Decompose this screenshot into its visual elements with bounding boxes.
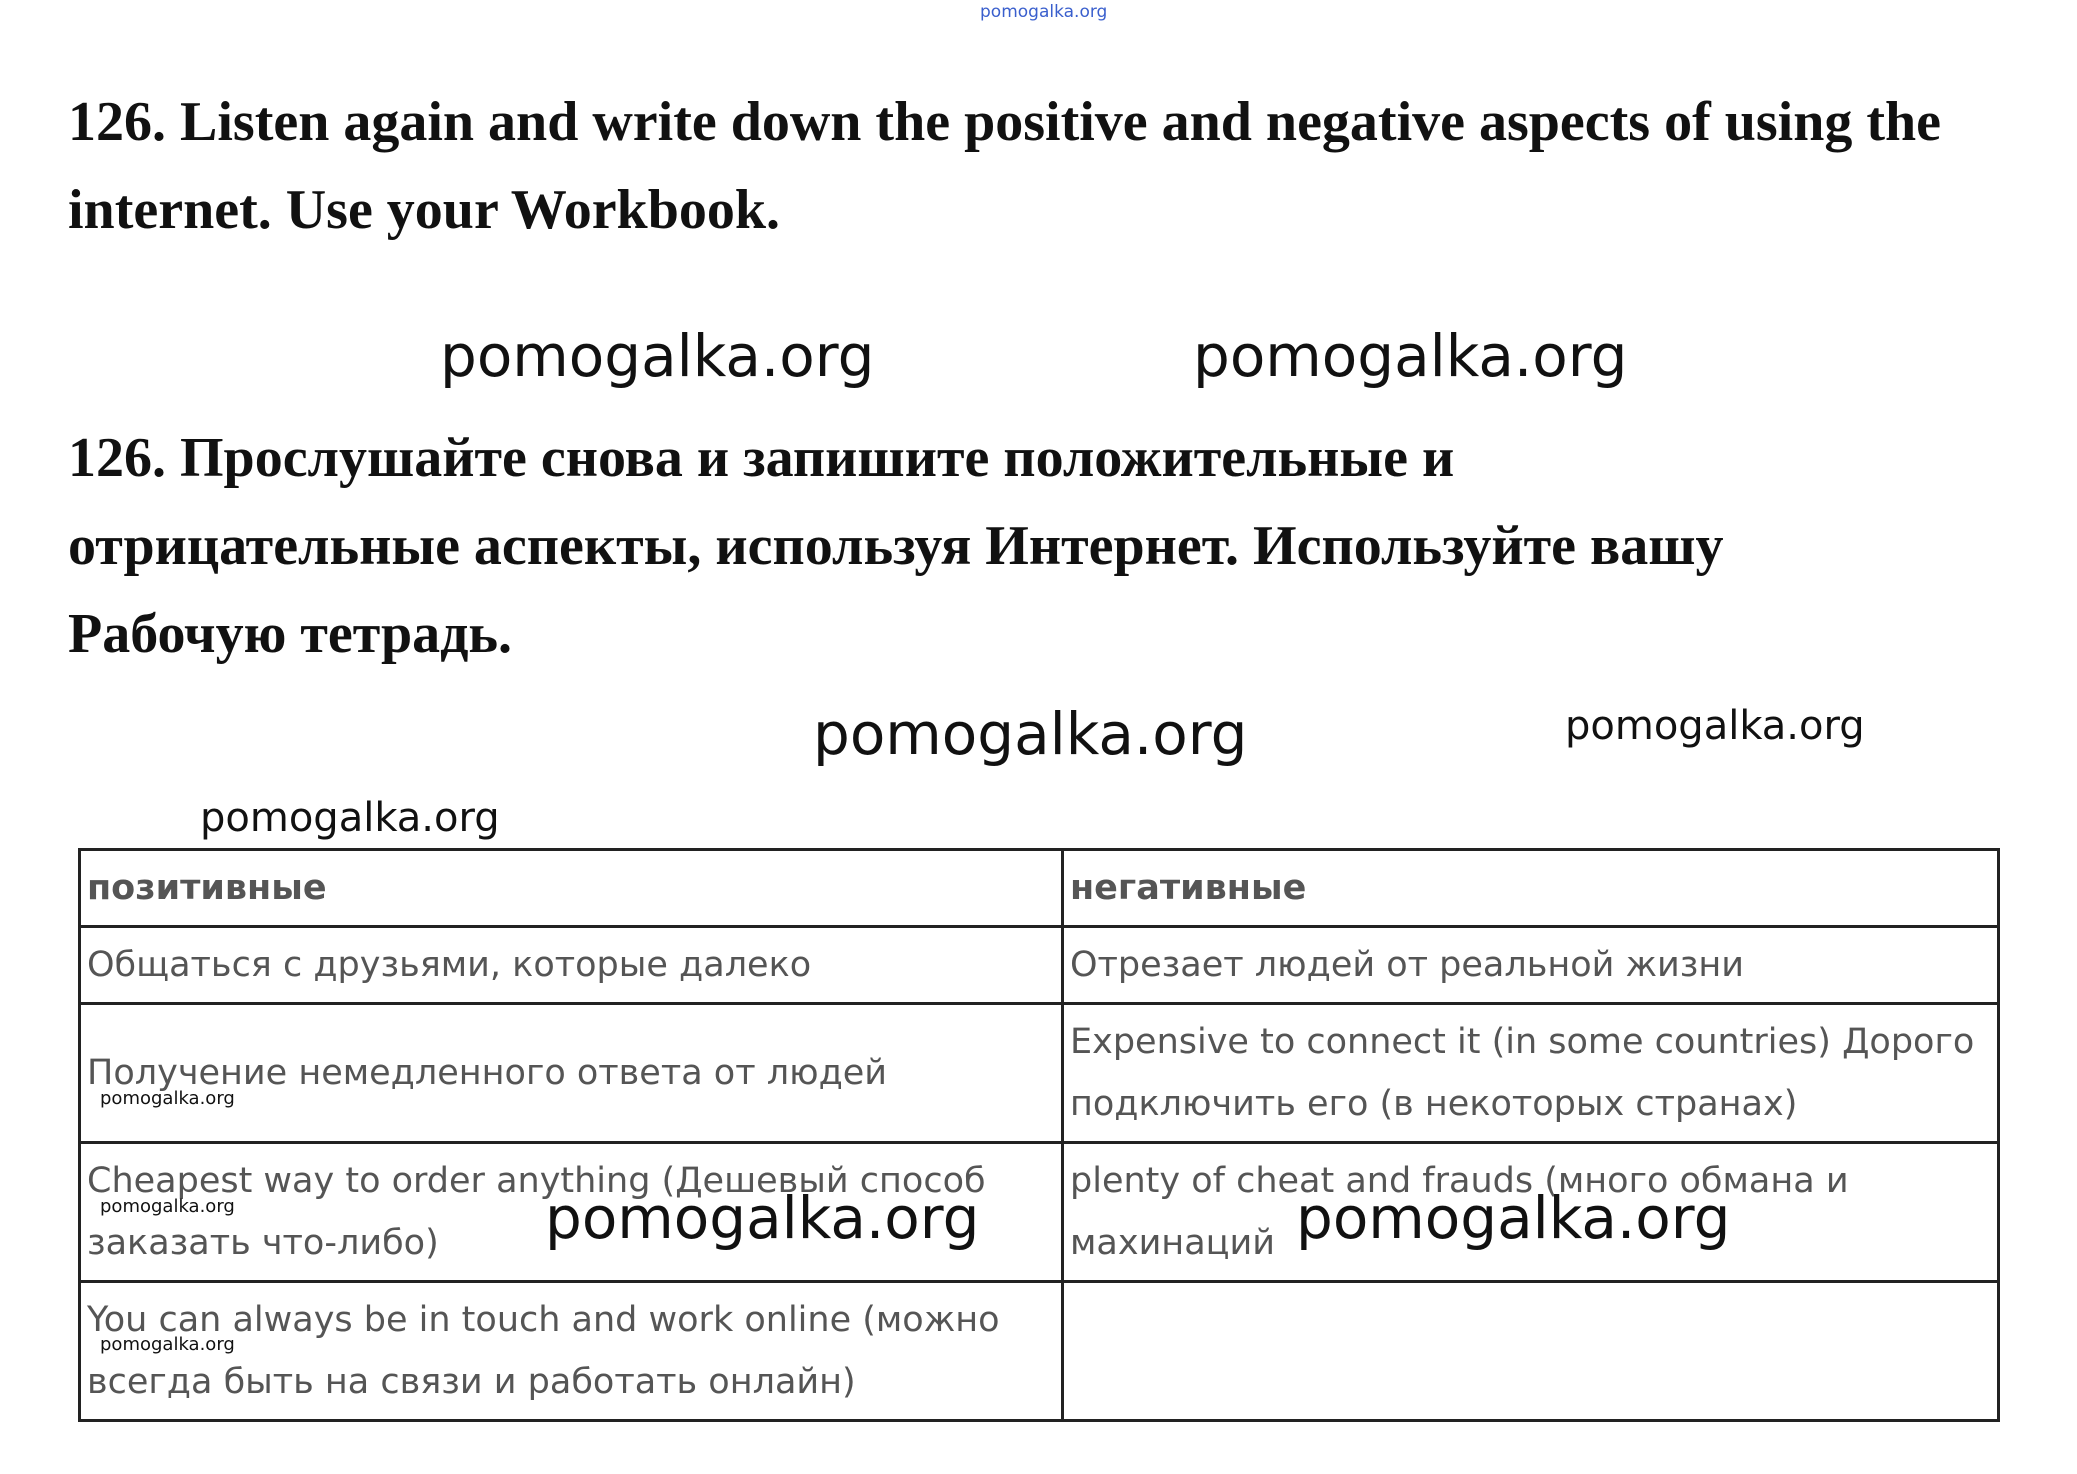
watermark: pomogalka.org bbox=[100, 1334, 235, 1355]
table-row bbox=[80, 1004, 1999, 1143]
table-cell: Отрезает людей от реальной жизни bbox=[1063, 927, 1999, 1004]
watermark: pomogalka.org bbox=[1193, 322, 1628, 390]
header-watermark: pomogalka.org bbox=[980, 2, 1108, 22]
table-row bbox=[80, 927, 1999, 1004]
watermark: pomogalka.org bbox=[545, 1184, 980, 1252]
watermark: pomogalka.org bbox=[100, 1196, 235, 1217]
table-cell: Общаться с друзьями, которые далеко bbox=[80, 927, 1063, 1004]
watermark: pomogalka.org bbox=[1296, 1184, 1731, 1252]
table-cell: You can always be in touch and work online (можно всегда быть на связи и работать онлайн) bbox=[80, 1282, 1063, 1421]
table-cell: Cheapest way to order anything (Дешевый способ заказать что-либо) bbox=[80, 1143, 1063, 1282]
table-cell: Expensive to connect it (in some countries) Дорого подключить его (в некоторых странах) bbox=[1063, 1004, 1999, 1143]
table-cell: plenty of cheat and frauds (много обмана и махинаций bbox=[1063, 1143, 1999, 1282]
table-cell bbox=[1063, 1282, 1999, 1421]
watermark: pomogalka.org bbox=[200, 795, 500, 841]
aspects-table bbox=[78, 848, 2000, 1422]
column-header-positive: позитивные bbox=[80, 850, 1063, 927]
watermark: pomogalka.org bbox=[440, 322, 875, 390]
table-header-row bbox=[80, 850, 1999, 927]
table-row bbox=[80, 1282, 1999, 1421]
table-cell: Получение немедленного ответа от людей bbox=[80, 1004, 1063, 1143]
column-header-negative: негативные bbox=[1063, 850, 1999, 927]
watermark: pomogalka.org bbox=[1565, 703, 1865, 749]
watermark: pomogalka.org bbox=[100, 1088, 235, 1109]
watermark: pomogalka.org bbox=[813, 700, 1248, 768]
task-instruction-russian: 126. Прослушайте снова и запишите положительные и отрицательные аспекты, используя Интернет. Используйте вашу Рабочую тетрадь. bbox=[68, 427, 1724, 665]
task-instruction-english: 126. Listen again and write down the positive and negative aspects of using the internet. Use your Workbook. bbox=[68, 91, 1942, 241]
